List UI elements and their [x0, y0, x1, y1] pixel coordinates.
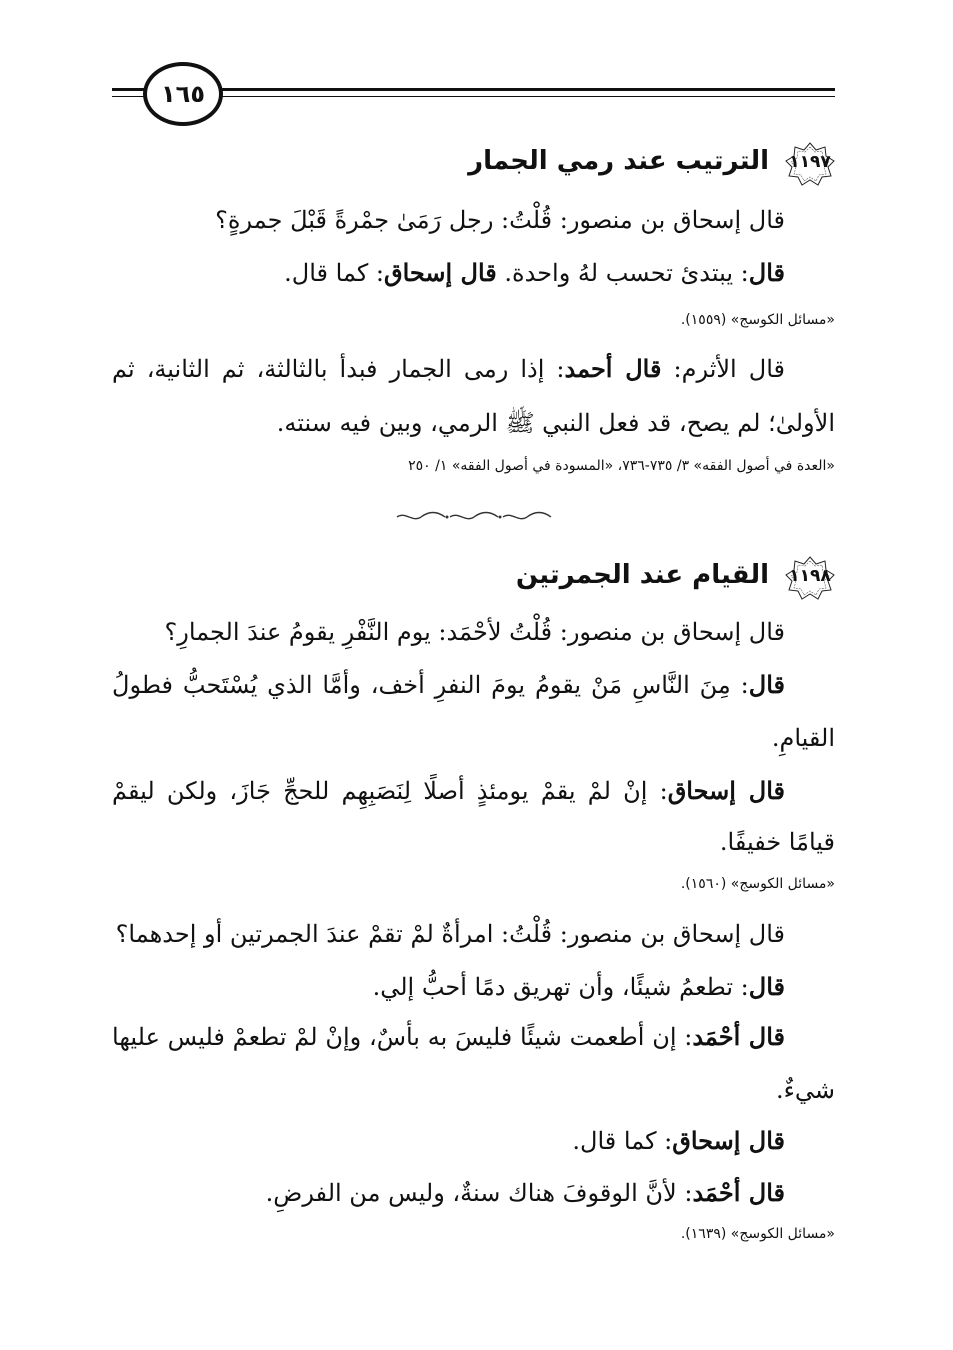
speaker-label: قال أحْمَد	[692, 1178, 785, 1207]
text-segment: شيءٌ.	[775, 1076, 835, 1104]
speaker-label: قال أحمد	[564, 354, 662, 383]
speaker-label: قال	[748, 972, 785, 1001]
reference-citation: «مسائل الكوسج» (١٥٦٠).	[680, 876, 835, 892]
text-line	[112, 670, 785, 699]
text-line	[572, 1126, 785, 1155]
text-segment: الأولىٰ؛ لم يصح، قد فعل النبي ﷺ الرمي، وبين فيه سنته.	[276, 409, 835, 437]
text-line	[266, 1178, 785, 1207]
section-number-badge	[785, 142, 835, 186]
text-segment: : كما قال.	[572, 1127, 673, 1155]
section-number: ١١٩٧	[789, 152, 831, 172]
text-line	[112, 354, 785, 383]
section-title: القيام عند الجمرتين	[515, 560, 769, 590]
reference-citation: «مسائل الكوسج» (١٦٣٩).	[680, 1226, 835, 1242]
speaker-label: قال أحْمَد	[692, 1022, 785, 1051]
text-line	[772, 724, 835, 752]
text-segment: : تطعمُ شيئًا، وأن تهريق دمًا أحبُّ إلي.	[372, 973, 749, 1001]
text-segment: قيامًا خفيفًا.	[719, 828, 835, 856]
section-heading-1198	[112, 556, 835, 600]
text-segment: : إذا رمى الجمار فبدأ بالثالثة، ثم الثانية، ثم	[112, 355, 565, 383]
text-line	[112, 1022, 785, 1051]
speaker-label: قال	[748, 258, 785, 287]
section-number: ١١٩٨	[789, 566, 831, 586]
text-segment: : إن أطعمت شيئًا فليسَ به بأسٌ، وإنْ لمْ تطعمْ فليس عليها	[112, 1023, 693, 1051]
section-heading-1197	[112, 142, 835, 186]
text-segment: القيامِ.	[771, 724, 835, 752]
section-number-badge	[785, 556, 835, 600]
text-line	[720, 828, 835, 856]
text-segment: قال إسحاق بن منصور: قُلْتُ: رجل رَمَىٰ جمْرةً قَبْلَ جمرةٍ؟	[215, 206, 785, 234]
text-line	[116, 920, 785, 948]
text-segment: قال الأثرم:	[661, 355, 785, 383]
text-line	[284, 258, 785, 287]
ornament-divider-icon	[395, 510, 555, 524]
text-line	[215, 206, 785, 234]
text-segment: : كما قال.	[284, 259, 384, 287]
text-segment: : إنْ لمْ يقمْ يومئذٍ أصلًا لِنَصَبِهِم للحجِّ جَازَ، ولكن ليقمْ	[112, 777, 668, 805]
text-line	[165, 618, 785, 646]
text-segment: : لأنَّ الوقوفَ هناك سنةٌ، وليس من الفرضِ.	[265, 1179, 693, 1207]
text-segment: : مِنَ النَّاسِ مَنْ يقومُ يومَ النفرِ أخف، وأمَّا الذي يُسْتَحبُّ فطولُ	[112, 671, 749, 699]
text-line	[277, 408, 835, 443]
text-line	[373, 972, 785, 1001]
reference-citation: «العدة في أصول الفقه» ٣/ ٧٣٥-٧٣٦، «المسودة في أصول الفقه» ١/ ٢٥٠	[408, 458, 835, 474]
speaker-label: قال إسحاق	[672, 1126, 785, 1155]
text-segment: قال إسحاق بن منصور: قُلْتُ: امرأةٌ لمْ تقمْ عندَ الجمرتين أو إحدهما؟	[115, 920, 785, 948]
text-line	[112, 776, 785, 805]
reference-citation: «مسائل الكوسج» (١٥٥٩).	[680, 312, 835, 328]
speaker-label: قال إسحاق	[383, 258, 497, 287]
section-title: الترتيب عند رمي الجمار	[468, 146, 769, 176]
text-line	[776, 1076, 835, 1104]
speaker-label: قال إسحاق	[667, 776, 786, 805]
speaker-label: قال	[748, 670, 785, 699]
text-segment: : يبتدئ تحسب لهُ واحدة.	[496, 259, 749, 287]
text-segment: قال إسحاق بن منصور: قُلْتُ لأحْمَد: يوم النَّفْرِ يقومُ عندَ الجمارِ؟	[164, 618, 785, 646]
page-number: ١٦٥	[143, 62, 223, 126]
